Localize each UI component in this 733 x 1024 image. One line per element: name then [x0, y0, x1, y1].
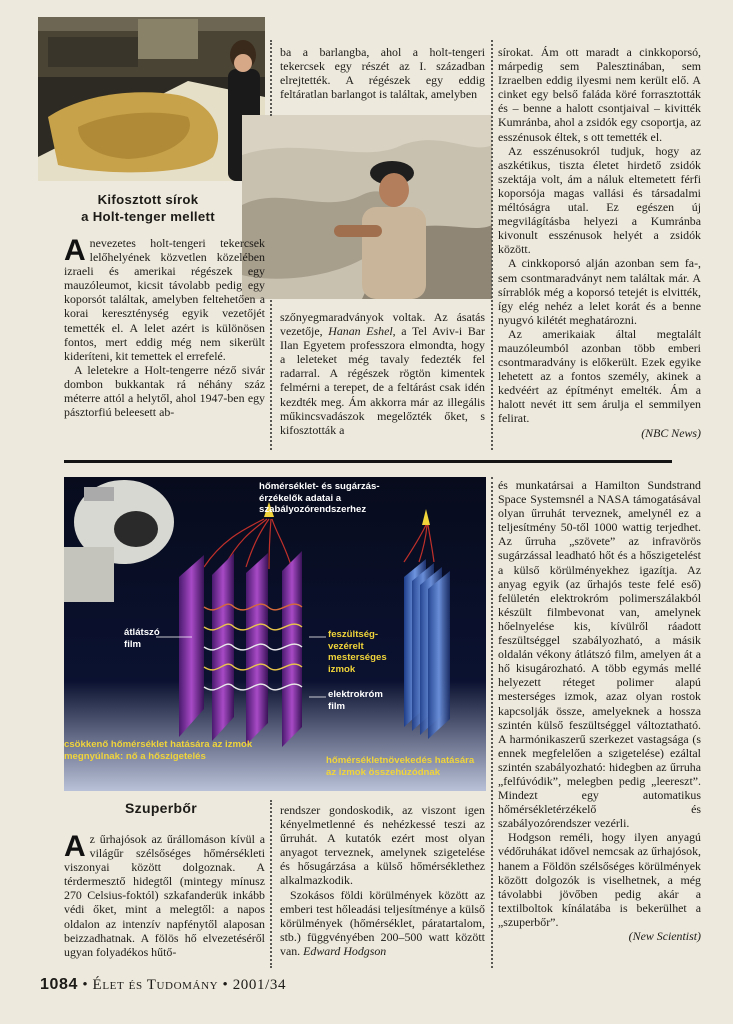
- article2-col3-p1: és munkatársai a Hamilton Sundstrand Space Systemsnél a NASA támogatásával olyan űrruhát terveznek, amelynél ez a teljesítmény 50-től 1000 wattig terjedhet. Az űrruha „szövete” az infravörös sugárzással leadható hőt és a hőszigetelést a külső körülményekhez igazítja. Az anyag egyik (az űrhajós teste felé eső) felületén elektrokróm polimerszálakból készült filmbevonat van, amelynek hőelnyelése kis, kívülről ráadott feszültséggel szabályozható, a másik oldalán vékony átlátszó film, amelyen át a hő kisugározható. A több egymás mellé helyezett réteget polimer alapú mesterséges izmok, azaz olyan rostok kapcsolják össze, amelyeknek a hossza szintén külső feszültséggel változtatható. A harmónikaszerű szerkezet vastagsága (s ennek megfelelően a szigetelése) ezáltal szintén szabályozható: hidegben az űrruha „felfúvódik”, melegben pedig „leereszt”. Mindezt egy automatikus hőmérsékletérzékelő és szabályozórendszer vezérli.: [498, 478, 701, 831]
- article1-title: [58, 191, 238, 225]
- article2-dropcap: A: [64, 830, 86, 863]
- article1-title-line1: Kifosztott sírok: [97, 192, 199, 207]
- article1-title-line2: a Holt-tenger mellett: [81, 209, 215, 224]
- article1-col1-p1: nevezetes holt-tengeri tekercsek lelőhelyének közvetlen közelében izraeli és amerikai régészek egy mauzóleumot, kicsit távolabb pedig egy koporsót találtak, amelyben feltehetően a korai kereszténység egyik vezetőjét temették el. A lelet azért is különösen fontos, mert eddig még nem sikerült kideríteni, kit temettek el errefelé.: [64, 236, 265, 363]
- article1-col2-bottom-a: szőnyegmaradványok voltak. Az ásatás vezetője,: [280, 310, 485, 339]
- article1-dropcap: A: [64, 234, 86, 267]
- article1-source: (NBC News): [641, 425, 701, 440]
- article1-col2-top: [280, 45, 485, 101]
- article1-col2-top-text: ba a barlangba, ahol a holt-tengeri tekercsek egy részét az I. században elrejtették. A régészek egy eddig feltáratlan barlangot is találtak, amelyben: [280, 45, 485, 102]
- diagram-label-muscles: feszültség-vezérelt mesterséges izmok: [328, 629, 387, 675]
- article1-col3-p4: Az amerikaiak által megtalált mauzóleumból azonban több emberi csontmaradvány is előkerült. Ezek egyike lehetett az a fontos személy, akinek a kedvéért az építményt emelték. Ám a halott nevét itt sem árulja el semmilyen felirat.: [498, 326, 701, 426]
- article1-col3: [498, 45, 701, 440]
- diagram-label-electrochrom: elektrokróm film: [328, 689, 383, 712]
- article2-title: Szuperbőr: [125, 800, 197, 816]
- article1-col2-bottom-b: , a Tel Aviv-i Bar Ilan Egyetem professzora elmondta, hogy a leleteket még tavaly fedezték fel radarral. A régészek rögtön kimentek felmérni a terepet, de a feltárást csak idén kezdték meg. Ám akkorra már az illegális műkincsvadászok megelőzték őket, s kifosztották a: [280, 324, 485, 437]
- article1-col1-p2: A leletekre a Holt-tengerre néző sivár dombon bukkantak rá néhány száz méterre attól a helytől, ahol 1947-ben egy pásztorfiú beleesett ab-: [64, 362, 265, 420]
- article1-hanan-eshel: Hanan Eshel: [328, 324, 393, 339]
- article2-col2-p1: rendszer gondoskodik, az viszont igen kényelmetlenné és nehézkessé teszi az űrruhát. A kutatók ezért most olyan anyagot terveznek, amelynek szigetelése és hősugárzása a külső hőmérséklethez alkalmazkodik.: [280, 803, 485, 888]
- cave-photo: [242, 115, 492, 299]
- diagram-label-decrease: csökkenő hőmérséklet hatására az izmok megnyúlnak: nő a hőszigetelés: [64, 739, 253, 762]
- page-number: 1084: [40, 976, 78, 993]
- magazine-name: • Élet és Tudomány • 2001/34: [82, 977, 287, 993]
- article2-col1-p1: z űrhajósok az űrállomáson kívül a világűr szélsőséges hőmérsékleti viszonyai között dolgoznak. A térdermesztő hidegtől (mintegy mínusz 270 Celsius-foktól) szkafanderük inkább védi őket, mint a melegtől: a napos oldalon az intenzív napfénytől alaposan beizzadhatnak. A fölös hő elvezetéséről ugyan folyadékos hűtő-: [64, 832, 265, 959]
- page-footer: [40, 976, 286, 994]
- article1-col3-p2: Az esszénusokról tudjuk, hogy az aszkétikus, tiszta életet hirdető zsidók szektája volt, ám a náluk eltemetett férfi koporsója magas vallási és társadalmi méltóságra utal. Ez egészen új megvilágításba helyezi a Kumránba kivonult esszénusok helyét a zsidók között.: [498, 143, 701, 257]
- article2-source: (New Scientist): [628, 929, 701, 943]
- spacesuit-diagram: [64, 477, 486, 791]
- article1-col1: [64, 236, 265, 419]
- article1-col3-p3: A cinkkoporsó alján azonban sem fa-, sem csontmaradványt nem találtak már. A sírrablók még a koporsó tetejét is elvitték, így elég nehéz a lelet korát és a benne nyugvó kilétét meghatározni.: [498, 256, 701, 327]
- lab-photo: [38, 17, 265, 181]
- article2-col1: [64, 832, 265, 959]
- article2-edward-hodgson: Edward Hodgson: [303, 943, 387, 958]
- diagram-label-transparent-film: átlátszó film: [124, 627, 160, 650]
- article2-col2: [280, 803, 485, 958]
- diagram-label-sensors: hőmérséklet- és sugárzás-érzékelők adatai a szabályozórendszerhez: [259, 481, 380, 515]
- article1-col3-p1: sírokat. Ám ott maradt a cinkkoporsó, márpedig sem Palesztinában, sem Izraelben eddig ilyesmi nem került elő. A cinket egy belső faláda köré forrasztották és – benne a halott csontjaival – kivitték Kumránba, ahol a zsidók egy csoportja, az esszénusok éltek, s ott temették el.: [498, 45, 701, 144]
- article2-col2-p2: Szokásos földi körülmények között az emberi test hőleadási teljesítménye a külső körülmények (hőmérséklet, páratartalom, stb.) függvényében 200–500 watt között van.: [280, 887, 485, 958]
- article2-col3: [498, 478, 701, 943]
- article1-col2-bottom: [280, 310, 485, 437]
- diagram-label-increase: hőmérsékletnövekedés hatására az izmok összehúzódnak: [326, 755, 475, 778]
- article-divider: [64, 460, 672, 463]
- article2-col3-p2: Hodgson reméli, hogy ilyen anyagú védőruhákat idővel nemcsak az űrhajósok, hanem a Földön szélsőséges körülmények között dolgozók is viselhetnek, a még távolabbi jövőben pedig akár a textilboltok kínálatába is bekerülhet a „szuperbőr”.: [498, 830, 701, 929]
